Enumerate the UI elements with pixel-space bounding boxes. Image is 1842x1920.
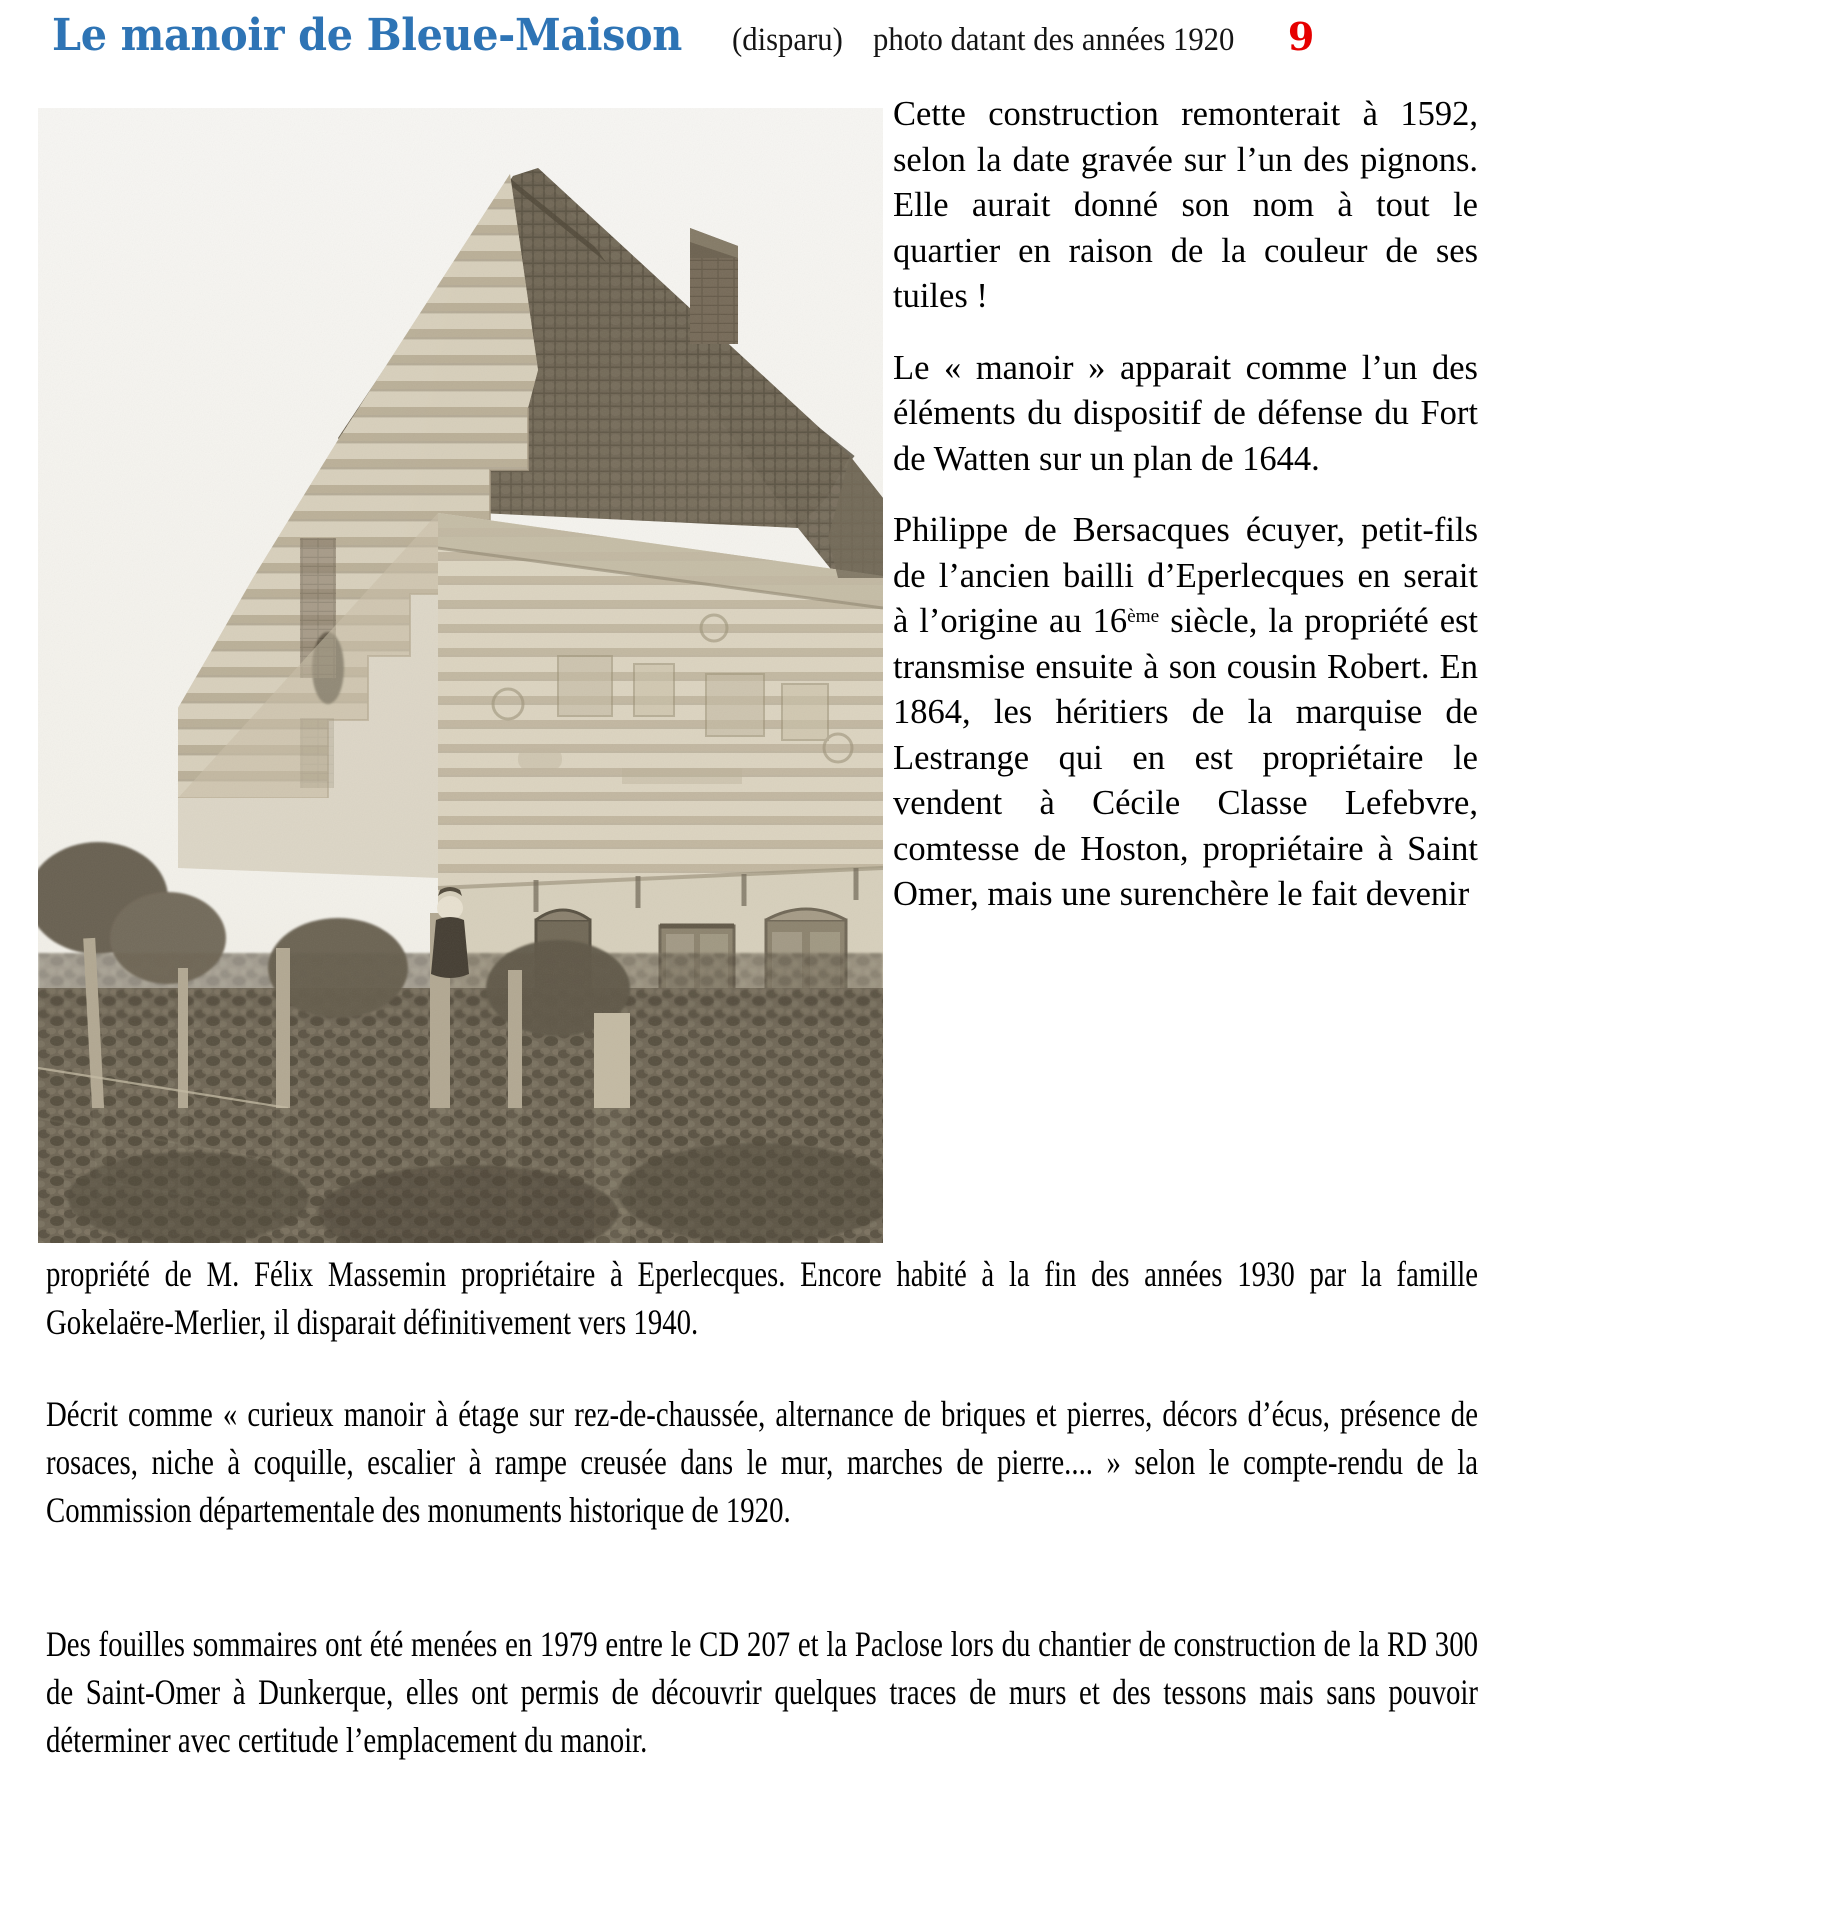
manor-photograph-illustration — [38, 108, 883, 1243]
excavation-text-block — [46, 1620, 1478, 1764]
photo-date-note: photo datant des années 1920 — [873, 22, 1235, 58]
paragraph-massemin-gokelaere: propriété de M. Félix Massemin propriétaire à Eperlecques. Encore habité à la fin des années 1930 par la famille Gokelaëre-Merlier, il disparait définitivement vers 1940. — [46, 1254, 1478, 1342]
paragraph-excavations-1979: Des fouilles sommaires ont été menées en 1979 entre le CD 207 et la Paclose lors du chantier de construction de la RD 300 de Saint-Omer à Dunkerque, elles ont permis de découvrir quelques traces de murs et des tessons mais sans pouvoir déterminer avec certitude l’emplacement du manoir. — [46, 1624, 1478, 1760]
paragraph-bersacques-ownership — [893, 508, 1478, 918]
manor-photograph — [38, 108, 883, 1243]
page-header — [52, 10, 1792, 61]
paragraph-bersacques-part2: siècle, la propriété est transmise ensuite à son cousin Robert. En 1864, les héritiers de la marquise de Lestrange qui en est propriétaire le vendent à Cécile Classe Lefebvre, comtesse de Hoston, propriétaire à Saint Omer, mais une surenchère le fait devenir — [893, 602, 1479, 913]
page-title: Le manoir de Bleue-Maison — [52, 10, 682, 61]
century-ordinal-suffix: ème — [1127, 605, 1160, 627]
description-text-block — [46, 1390, 1478, 1534]
right-text-column — [893, 92, 1478, 918]
paragraph-commission-description: Décrit comme « curieux manoir à étage sur rez-de-chaussée, alternance de briques et pierres, décors d’écus, présence de rosaces, niche à coquille, escalier à rampe creusée dans le mur, marches de pierre.... » selon le compte-rendu de la Commission départementale des monuments historique de 1920. — [46, 1394, 1478, 1530]
century-number: 16 — [1092, 602, 1128, 640]
paragraph-origin-1592: Cette construction remonterait à 1592, selon la date gravée sur l’un des pignons. Elle aurait donné son nom à tout le quartier en raison de la couleur de ses tuiles ! — [893, 95, 1478, 315]
paragraph-fort-de-watten: Le « manoir » apparait comme l’un des éléments du dispositif de défense du Fort de Watten sur un plan de 1644. — [893, 348, 1478, 478]
page-title-subtitle: (disparu) — [732, 22, 843, 58]
paragraph-bersacques-part1: Philippe de Bersacques écuyer, petit-fils de l’ancien bailli d’Eperlecques en serait à l’origine au — [893, 511, 1478, 640]
page-number: 9 — [1287, 14, 1315, 59]
wrap-text-block — [46, 1250, 1478, 1346]
